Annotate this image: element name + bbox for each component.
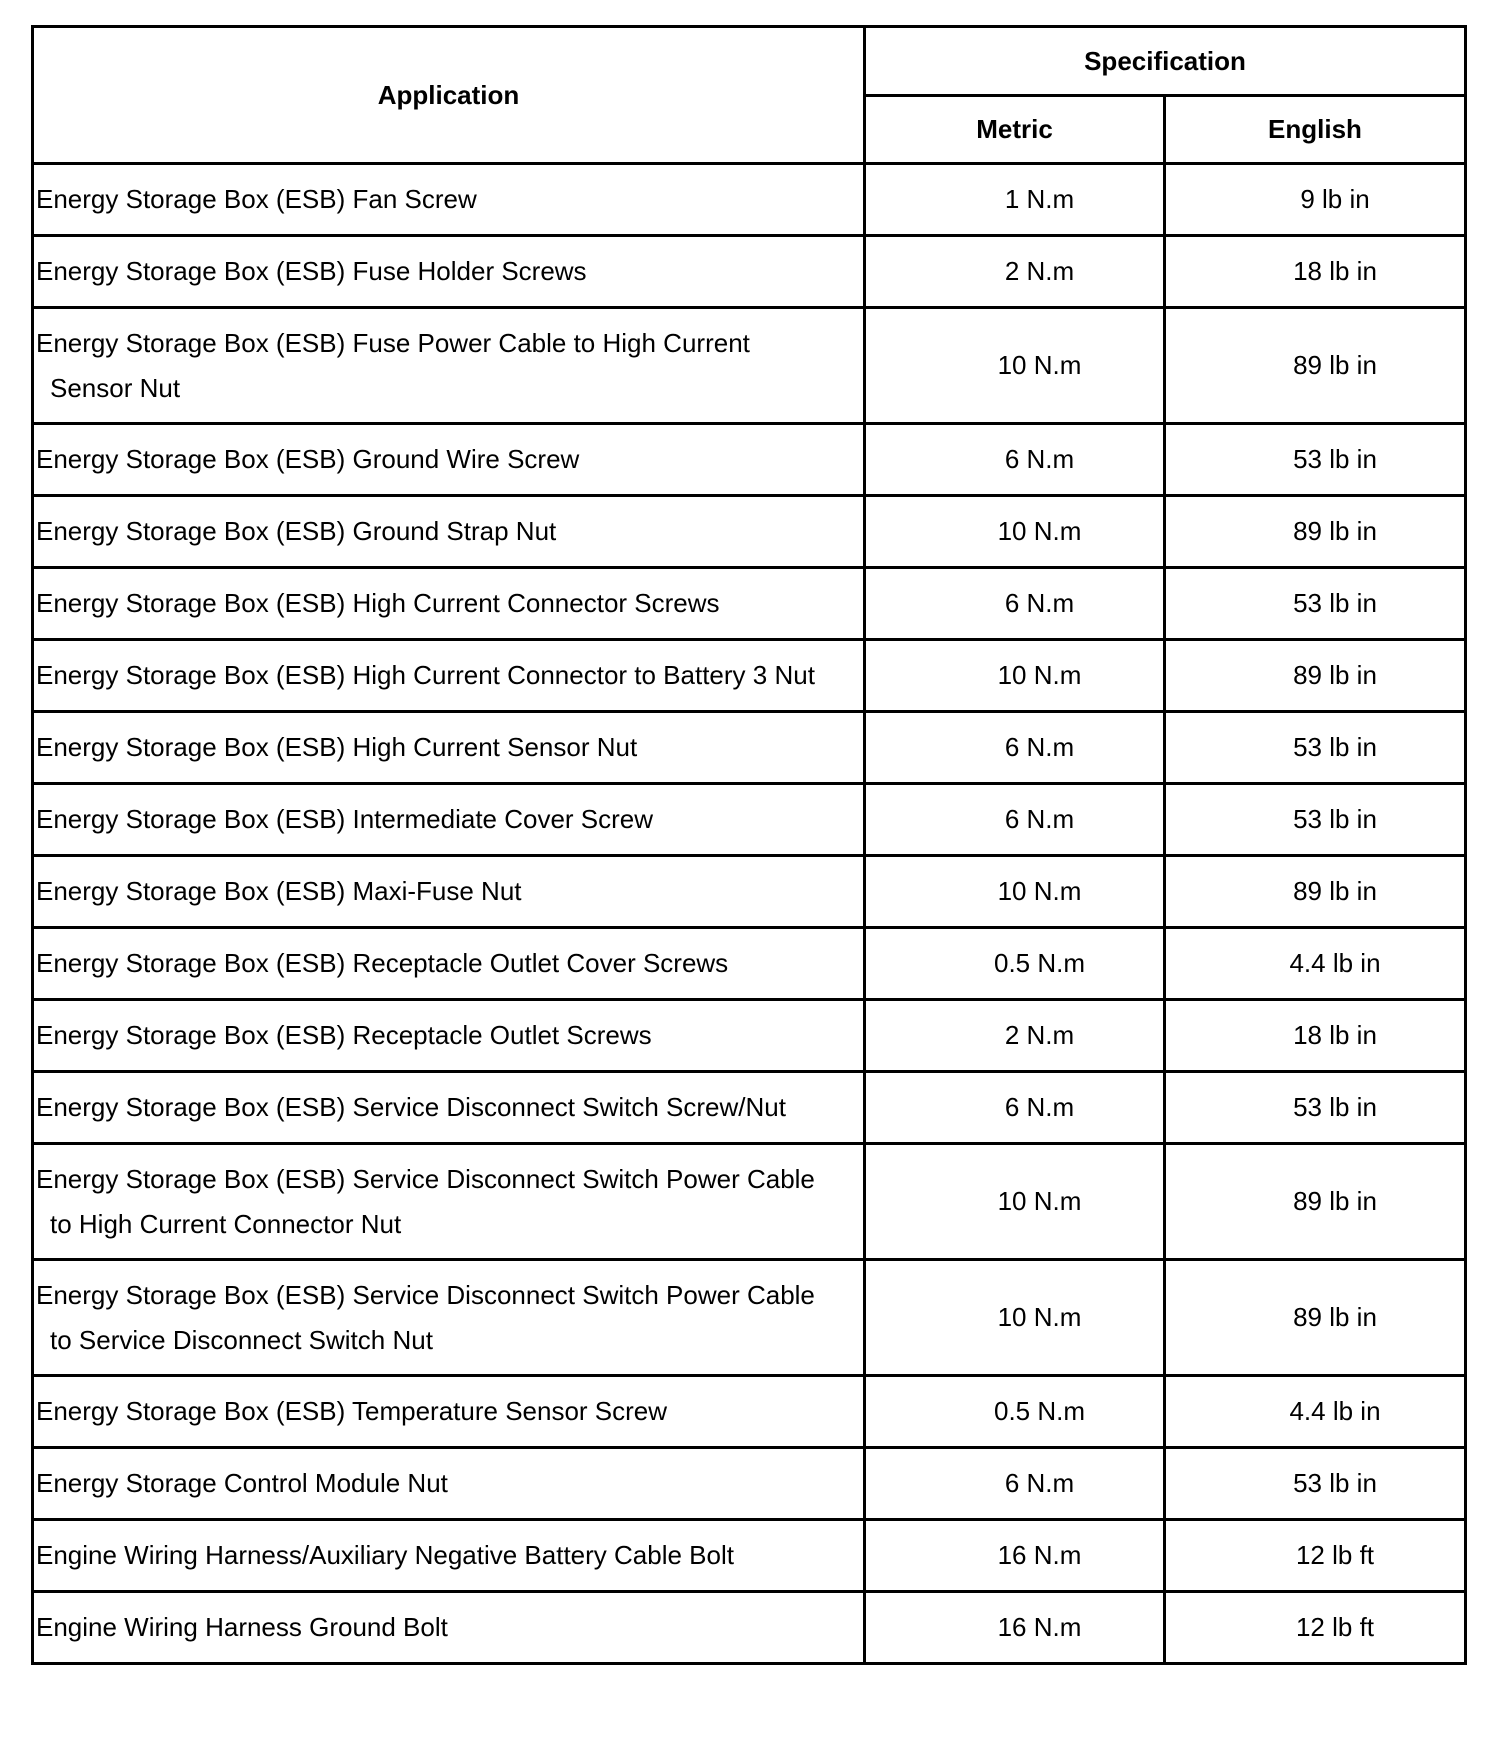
specification-column-header: Specification <box>865 27 1466 96</box>
metric-value: 0.5 N.m <box>993 1396 1086 1426</box>
english-column-header: English <box>1165 96 1466 164</box>
application-cell <box>33 784 865 856</box>
metric-cell <box>865 308 1165 424</box>
application-text: Energy Storage Box (ESB) Service Disconnect Switch Screw/Nut <box>36 1092 786 1122</box>
table-row <box>33 784 1466 856</box>
metric-cell <box>865 496 1165 568</box>
metric-cell <box>865 1592 1165 1664</box>
english-value: 18 lb in <box>1293 1020 1377 1050</box>
application-cell <box>33 1520 865 1592</box>
application-cell <box>33 1144 865 1260</box>
application-text: Energy Storage Box (ESB) Fuse Power Cable to High Current <box>36 327 750 358</box>
english-value: 89 lb in <box>1293 660 1377 690</box>
english-cell <box>1165 1448 1466 1520</box>
english-cell <box>1165 1144 1466 1260</box>
metric-cell <box>865 640 1165 712</box>
metric-cell <box>865 1072 1165 1144</box>
application-text: Energy Storage Box (ESB) Ground Strap Nut <box>36 516 557 546</box>
table-row <box>33 1592 1466 1664</box>
english-cell <box>1165 1260 1466 1376</box>
english-value: 4.4 lb in <box>1289 948 1381 978</box>
application-cell <box>33 1592 865 1664</box>
metric-value: 6 N.m <box>1004 588 1075 618</box>
metric-value: 10 N.m <box>997 1186 1082 1216</box>
application-text: to High Current Connector Nut <box>50 1208 402 1239</box>
application-text: Energy Storage Box (ESB) Maxi-Fuse Nut <box>36 876 522 906</box>
english-cell <box>1165 1520 1466 1592</box>
english-value: 53 lb in <box>1293 732 1377 762</box>
table-row <box>33 236 1466 308</box>
english-cell <box>1165 1592 1466 1664</box>
english-value: 9 lb in <box>1300 184 1370 214</box>
english-cell <box>1165 496 1466 568</box>
table-row <box>33 640 1466 712</box>
english-cell <box>1165 568 1466 640</box>
metric-cell <box>865 424 1165 496</box>
application-cell <box>33 496 865 568</box>
application-cell <box>33 1376 865 1448</box>
table-row <box>33 164 1466 236</box>
metric-cell <box>865 856 1165 928</box>
application-cell <box>33 1000 865 1072</box>
application-cell <box>33 712 865 784</box>
table-body <box>33 164 1466 1664</box>
english-value: 53 lb in <box>1293 1468 1377 1498</box>
english-cell <box>1165 424 1466 496</box>
application-text: Energy Storage Box (ESB) Ground Wire Screw <box>36 444 580 474</box>
english-cell <box>1165 784 1466 856</box>
table-row <box>33 568 1466 640</box>
metric-value: 16 N.m <box>997 1612 1082 1642</box>
metric-value: 6 N.m <box>1004 1092 1075 1122</box>
english-value: 12 lb ft <box>1295 1612 1375 1642</box>
english-cell <box>1165 856 1466 928</box>
metric-column-header: Metric <box>865 96 1165 164</box>
table-row <box>33 496 1466 568</box>
application-cell <box>33 236 865 308</box>
metric-cell <box>865 1000 1165 1072</box>
application-cell <box>33 640 865 712</box>
english-value: 12 lb ft <box>1295 1540 1375 1570</box>
application-cell <box>33 308 865 424</box>
metric-value: 6 N.m <box>1004 1468 1075 1498</box>
application-text: Engine Wiring Harness Ground Bolt <box>36 1612 448 1642</box>
metric-value: 6 N.m <box>1004 444 1075 474</box>
application-text: Energy Storage Box (ESB) Intermediate Cover Screw <box>36 804 654 834</box>
metric-value: 16 N.m <box>997 1540 1082 1570</box>
metric-value: 6 N.m <box>1004 804 1075 834</box>
application-text: Energy Storage Box (ESB) Service Disconnect Switch Power Cable <box>36 1279 815 1310</box>
application-text: Engine Wiring Harness/Auxiliary Negative Battery Cable Bolt <box>36 1540 734 1570</box>
table-row <box>33 1000 1466 1072</box>
metric-cell <box>865 164 1165 236</box>
metric-value: 10 N.m <box>997 876 1082 906</box>
metric-value: 10 N.m <box>997 1302 1082 1332</box>
english-value: 89 lb in <box>1293 350 1377 380</box>
table-row <box>33 1448 1466 1520</box>
english-value: 89 lb in <box>1293 1302 1377 1332</box>
english-cell <box>1165 1000 1466 1072</box>
english-cell <box>1165 928 1466 1000</box>
metric-value: 2 N.m <box>1004 1020 1075 1050</box>
header-row-top <box>33 27 1466 96</box>
application-cell <box>33 424 865 496</box>
english-cell <box>1165 164 1466 236</box>
application-text: Energy Storage Box (ESB) High Current Connector Screws <box>36 588 720 618</box>
application-text: Energy Storage Box (ESB) High Current Sensor Nut <box>36 732 638 762</box>
english-cell <box>1165 640 1466 712</box>
english-value: 4.4 lb in <box>1289 1396 1381 1426</box>
application-text: Sensor Nut <box>50 372 181 403</box>
english-cell <box>1165 1072 1466 1144</box>
english-cell <box>1165 712 1466 784</box>
metric-cell <box>865 568 1165 640</box>
metric-cell <box>865 712 1165 784</box>
metric-cell <box>865 928 1165 1000</box>
application-header-label: Application <box>377 79 520 110</box>
english-cell <box>1165 308 1466 424</box>
english-value: 53 lb in <box>1293 444 1377 474</box>
english-value: 53 lb in <box>1293 804 1377 834</box>
table-row <box>33 1144 1466 1260</box>
application-text: Energy Storage Box (ESB) Receptacle Outlet Cover Screws <box>36 948 729 978</box>
application-cell <box>33 1072 865 1144</box>
table-row <box>33 1376 1466 1448</box>
application-text: Energy Storage Box (ESB) High Current Connector to Battery 3 Nut <box>36 660 815 690</box>
application-cell <box>33 164 865 236</box>
english-cell <box>1165 236 1466 308</box>
application-text: Energy Storage Box (ESB) Service Disconnect Switch Power Cable <box>36 1163 815 1194</box>
table-row <box>33 856 1466 928</box>
application-cell <box>33 568 865 640</box>
application-text: to Service Disconnect Switch Nut <box>50 1324 433 1355</box>
application-cell <box>33 1260 865 1376</box>
application-cell <box>33 1448 865 1520</box>
metric-cell <box>865 236 1165 308</box>
application-column-header <box>33 27 865 164</box>
english-value: 89 lb in <box>1293 516 1377 546</box>
metric-cell <box>865 1376 1165 1448</box>
metric-cell <box>865 1144 1165 1260</box>
english-value: 53 lb in <box>1293 588 1377 618</box>
table-row <box>33 712 1466 784</box>
application-text: Energy Storage Control Module Nut <box>36 1468 448 1498</box>
english-cell <box>1165 1376 1466 1448</box>
application-cell <box>33 856 865 928</box>
english-value: 89 lb in <box>1293 1186 1377 1216</box>
metric-value: 10 N.m <box>997 350 1082 380</box>
metric-cell <box>865 1260 1165 1376</box>
metric-cell <box>865 1448 1165 1520</box>
table-row <box>33 308 1466 424</box>
english-value: 89 lb in <box>1293 876 1377 906</box>
english-value: 18 lb in <box>1293 256 1377 286</box>
metric-value: 6 N.m <box>1004 732 1075 762</box>
table-row <box>33 1260 1466 1376</box>
metric-value: 10 N.m <box>997 516 1082 546</box>
application-text: Energy Storage Box (ESB) Receptacle Outlet Screws <box>36 1020 652 1050</box>
application-text: Energy Storage Box (ESB) Temperature Sensor Screw <box>36 1396 668 1426</box>
metric-value: 2 N.m <box>1004 256 1075 286</box>
table-row <box>33 928 1466 1000</box>
metric-value: 1 N.m <box>1004 184 1075 214</box>
application-text: Energy Storage Box (ESB) Fan Screw <box>36 184 477 214</box>
metric-value: 0.5 N.m <box>993 948 1086 978</box>
application-text: Energy Storage Box (ESB) Fuse Holder Screws <box>36 256 587 286</box>
fastener-specification-table <box>31 25 1467 1665</box>
application-cell <box>33 928 865 1000</box>
table-row <box>33 1520 1466 1592</box>
metric-cell <box>865 1520 1165 1592</box>
metric-cell <box>865 784 1165 856</box>
table-header <box>33 27 1466 164</box>
table-row <box>33 424 1466 496</box>
english-value: 53 lb in <box>1293 1092 1377 1122</box>
table-row <box>33 1072 1466 1144</box>
metric-value: 10 N.m <box>997 660 1082 690</box>
